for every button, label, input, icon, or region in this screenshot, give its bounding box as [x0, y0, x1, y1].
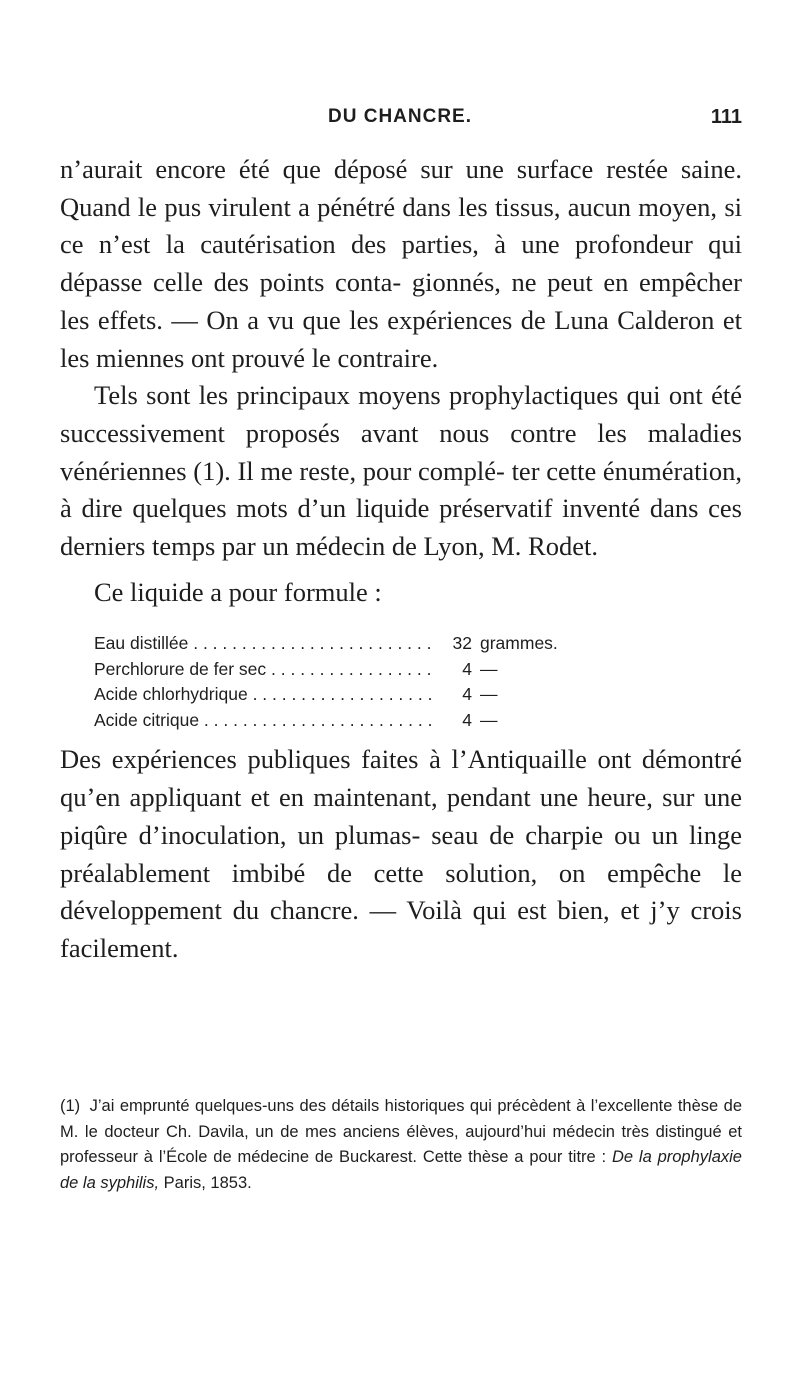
- formula-row: [94, 631, 742, 657]
- paragraph-4: Des expériences publiques faites à l’Antiquaille ont démontré qu’en appliquant et en maintenant, pendant une heure, sur une piqûre d’inoculation, un plumas- seau de charpie ou un linge préalablement imbibé de cette solution, on empêche le développement du chancre. — Voilà qui est bien, et j’y crois facilement.: [60, 744, 742, 963]
- paragraph-3: Ce liquide a pour formule :: [94, 576, 382, 607]
- footnote-mark: (1): [60, 1097, 81, 1115]
- body-text: [60, 151, 742, 968]
- formula-quantity: 4: [462, 709, 472, 730]
- footnote: [60, 1094, 742, 1196]
- paragraph-1: n’aurait encore été que déposé sur une surface restée saine. Quand le pus virulent a pénétré dans les tissus, aucun moyen, si ce n’est la cautérisation des parties, à une profondeur qui dépasse celle des points conta- gionnés, ne peut en empêcher les effets. — On a vu que les expériences de Luna Calderon et les miennes ont prouvé le contraire.: [60, 154, 742, 373]
- formula-ingredient: Acide chlorhydrique . . .: [94, 682, 434, 708]
- formula-row: [94, 657, 742, 683]
- formula-ingredient: Acide citrique . . .: [94, 708, 434, 734]
- footnote-cited-title: De la prophylaxie de la syphilis,: [60, 1148, 742, 1192]
- paragraph-2: Tels sont les principaux moyens prophylactiques qui ont été successivement proposés avant nous contre les maladies vénériennes (1). Il me reste, pour complé- ter cette énumération, à dire quelques mots d’un liquide préservatif inventé dans ces derniers temps par un médecin de Lyon, M. Rodet.: [60, 380, 742, 562]
- running-title: DU CHANCRE.: [328, 106, 472, 127]
- formula-ingredient: Eau distillée . . .: [94, 631, 434, 657]
- formula-unit: —: [480, 658, 498, 679]
- formula-ingredient: Perchlorure de fer sec . . .: [94, 657, 434, 683]
- page-number: 111: [710, 106, 742, 128]
- formula-row: [94, 708, 742, 734]
- page-header: [60, 106, 742, 136]
- formula-row: [94, 682, 742, 708]
- formula-quantity: 4: [462, 658, 472, 679]
- formula-unit: —: [480, 684, 498, 705]
- formula-quantity: 4: [462, 684, 472, 705]
- footnote-imprint: Paris, 1853.: [163, 1173, 252, 1192]
- formula-table: [60, 631, 742, 733]
- formula-quantity: 32: [452, 633, 472, 654]
- formula-unit: grammes.: [480, 633, 558, 654]
- formula-unit: —: [480, 709, 498, 730]
- footnote-text: J’ai emprunté quelques-uns des détails historiques qui précèdent à l’excellente thèse de M. le docteur Ch. Davila, un de mes anciens élèves, aujourd’hui médecin très distingué et professeur à l’École de médecine de Buckarest. Cette thèse a pour titre :: [60, 1097, 743, 1166]
